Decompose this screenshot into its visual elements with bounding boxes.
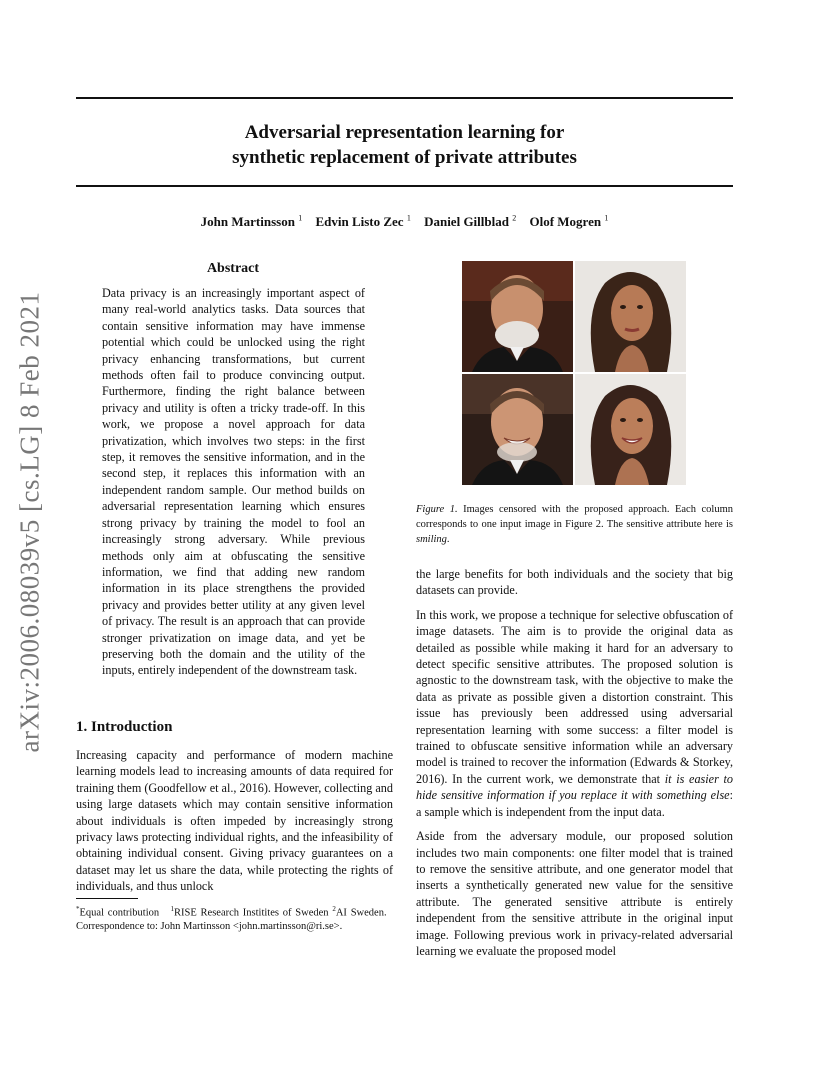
figure-1-caption: Figure 1. Images censored with the proposed approach. Each column corresponds to one input image in Figure 2. The sensitive attribute here is smiling. (416, 504, 733, 545)
author-list (76, 214, 733, 230)
figure-face-male-smiling (462, 374, 573, 485)
figure-face-male-censored (462, 261, 573, 372)
title-line-1: Adversarial representation learning for (244, 122, 565, 143)
paragraph: In this work, we propose a technique for selective obfuscation of image datasets. The aim is to provide the original data as detailed as possible while making it hard for an adversary to detect specific sensitive attributes. The proposed solution is agnostic to the downstream task, with the objective to make the data as private as possible given a distortion constraint. This issue has previously been addressed using adversarial representation learning with some success: a filter model is trained to obfuscate sensitive information while an adversary model is trained to recover the information (Edwards & Storkey, 2016). In the current work, we demonstrate that it is easier to hide sensitive information if you replace it with something else: a sample which is independent from the input data. (416, 607, 733, 819)
intro-paragraph: Increasing capacity and performance of modern machine learning models lead to increasing amounts of data required for training them (Goodfellow et al., 2016). However, collecting and using large datasets which may contain sensitive information about individuals is often impeded by increasingly strong privacy laws protecting individual rights, and the infeasibility of obtaining individual consent. Giving privacy guarantees on a dataset may let us share the data, while protecting the rights of individuals, and thus unlock (76, 748, 393, 894)
footnote: *Equal contribution $^1$RISE Research Institites of Sweden $^2$AI Sweden. Correspondence to: John Martinsson <john.martinsson@ri.se>. (76, 905, 387, 932)
paragraph: the large benefits for both individuals and the society that big datasets can provide. (416, 567, 733, 598)
figure-face-female-censored (575, 261, 686, 372)
abstract-text: Data privacy is an increasingly important aspect of many real-world analytics tasks. Data sources that contain sensitive information may have immense potential which could be unlocked using the right privacy enhancing transformations, but current methods often fail to produce convincing output. Furthermore, finding the right balance between privacy and utility is often a tricky trade-off. In this work, we propose a novel approach for data privatization, which involves two steps: in the first step, it removes the sensitive information, and in the second step, it replaces this information with an independent random sample. Our method builds on adversarial representation learning which ensures strong privacy by training the model to fool an increasingly strong adversary. While previous methods only aim at obfuscating the sensitive information, we find that adding new random information in its place strengthens the provided privacy and provides better utility at any given level of privacy. The result is an approach that can provide stronger privatization on image data, and yet be preserving both the domain and the utility of the inputs, entirely independent of the downstream task. (102, 286, 365, 678)
paper-title (76, 120, 733, 170)
author: John Martinsson $^1$ (200, 214, 303, 230)
section-heading-introduction: 1. Introduction (76, 719, 173, 735)
author: Daniel Gillblad $^2$ (424, 214, 517, 230)
arxiv-stamp (10, 272, 50, 772)
author: Edvin Listo Zec $^1$ (315, 214, 411, 230)
figure-1-image-grid (462, 261, 686, 485)
footnote-rule (76, 898, 138, 899)
abstract-heading: Abstract (206, 261, 260, 276)
arxiv-stamp-text: arXiv:2006.08039v5 [cs.LG] 8 Feb 2021 (14, 291, 45, 753)
title-bottom-rule (76, 185, 733, 187)
right-column-body (416, 566, 733, 967)
title-line-2: synthetic replacement of private attributes (232, 147, 577, 168)
top-rule (76, 97, 733, 99)
abstract-body (102, 285, 365, 687)
paragraph: Aside from the adversary module, our proposed solution includes two main components: one filter model that is trained to remove the sensitive attribute, and one generator model that inserts a synthetically generated new value for the sensitive attribute. The generated sensitive attribute is entirely independent from the sensitive attribute in the original input image. Following previous work in privacy-related adversarial learning we evaluate the proposed model (416, 829, 733, 958)
author: Olof Mogren $^1$ (529, 214, 609, 230)
introduction-body (76, 747, 393, 903)
figure-face-female-smiling (575, 374, 686, 485)
